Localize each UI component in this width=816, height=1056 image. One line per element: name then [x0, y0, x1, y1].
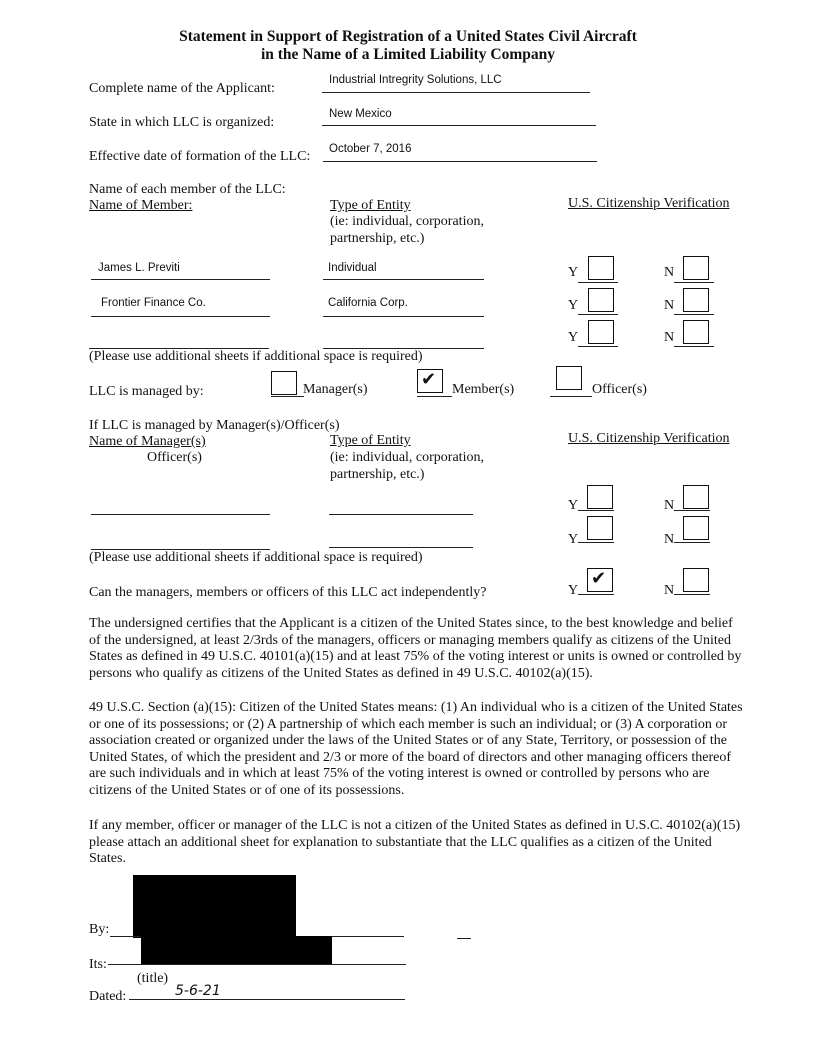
manager-1-name-line[interactable]: [91, 514, 270, 515]
officer-line: [550, 396, 592, 397]
manager-2-no-line: [674, 542, 710, 543]
member-1-name-line: [91, 279, 270, 280]
member-1-no-label: N: [664, 265, 675, 280]
manager-2-no-checkbox[interactable]: [683, 516, 709, 540]
manager-1-no-checkbox[interactable]: [683, 485, 709, 509]
form-title-line2: in the Name of a Limited Liability Company: [260, 46, 556, 63]
member-2-type[interactable]: California Corp.: [328, 297, 408, 309]
form-title-line1: Statement in Support of Registration of a United States Civil Aircraft: [179, 28, 637, 45]
member-2-no-label: N: [664, 298, 675, 313]
officer-checkbox[interactable]: [556, 366, 582, 390]
members-additional-note: (Please use additional sheets if additional space is required): [89, 349, 423, 364]
applicant-name-value[interactable]: Industrial Intregrity Solutions, LLC: [329, 74, 502, 86]
member-managed-check-icon: ✔: [421, 369, 437, 390]
member-3-no-checkbox[interactable]: [683, 320, 709, 344]
manager-2-yes-line: [578, 542, 614, 543]
member-2-yes-line: [578, 314, 618, 315]
member-option-label: Member(s): [452, 382, 515, 397]
member-3-yes-line: [578, 346, 618, 347]
dated-line: [129, 999, 405, 1000]
manager-type-header: Type of Entity: [330, 433, 411, 448]
member-1-name[interactable]: James L. Previti: [98, 262, 180, 274]
member-name-header: Name of Member:: [89, 198, 193, 213]
managers-intro: If LLC is managed by Manager(s)/Officer(s): [89, 418, 340, 433]
independent-yes-line: [578, 594, 614, 595]
formation-date-label: Effective date of formation of the LLC:: [89, 149, 311, 164]
member-2-name-line: [91, 316, 270, 317]
manager-line: [271, 396, 304, 397]
citizen-definition-paragraph: 49 U.S.C. Section (a)(15): Citizen of the United States means: (1) An individual who is a citizen of the United States or one of its possessions; or (2) A partnership of which each member is such an individual; or (3) A corporation or association created or organized under the laws of the United States or of any State, Territory, or possession of the United States, of which the president and 2/3 or more of the board of directors and other managing officers thereof are such individuals and in which at least 75% of the voting interest is owned or controlled by persons who are citizens of the United States or of one of its possessions.: [89, 700, 743, 798]
its-label: Its:: [89, 957, 107, 972]
member-managed-checkbox[interactable]: [417, 369, 443, 393]
applicant-name-label: Complete name of the Applicant:: [89, 81, 275, 96]
title-note: (title): [137, 971, 169, 986]
member-1-type[interactable]: Individual: [328, 262, 377, 274]
manager-1-yes-checkbox[interactable]: [587, 485, 613, 509]
member-3-yes-label: Y: [568, 330, 579, 345]
managed-by-label: LLC is managed by:: [89, 384, 204, 399]
independence-question: Can the managers, members or officers of this LLC act independently?: [89, 585, 487, 600]
member-2-no-checkbox[interactable]: [683, 288, 709, 312]
manager-1-yes-label: Y: [568, 498, 579, 513]
member-1-yes-line: [578, 282, 618, 283]
member-2-yes-checkbox[interactable]: [588, 288, 614, 312]
manager-2-yes-checkbox[interactable]: [587, 516, 613, 540]
stray-mark: [457, 938, 471, 939]
member-1-no-line: [674, 282, 714, 283]
member-2-yes-label: Y: [568, 298, 579, 313]
manager-2-no-label: N: [664, 532, 675, 547]
independent-yes-label: Y: [568, 583, 579, 598]
state-value[interactable]: New Mexico: [329, 108, 392, 120]
managers-additional-note: (Please use additional sheets if additional space is required): [89, 550, 423, 565]
member-1-yes-label: Y: [568, 265, 579, 280]
member-managed-line: [417, 396, 452, 397]
manager-option-label: Manager(s): [303, 382, 368, 397]
its-line[interactable]: [108, 964, 406, 965]
officer-option-label: Officer(s): [592, 382, 647, 397]
manager-1-yes-line: [578, 510, 614, 511]
redacted-signature: [133, 875, 296, 938]
member-1-yes-checkbox[interactable]: [588, 256, 614, 280]
member-3-yes-checkbox[interactable]: [588, 320, 614, 344]
certification-paragraph: The undersigned certifies that the Applicant is a citizen of the United States since, to the best knowledge and belief of the undersigned, at least 2/3rds of the managers, officers or managing members qualify as citizens of the United States as defined in 49 U.S.C. 40101(a)(15) and at least 75% of the voting interest or units is owned or controlled by persons who qualify as citizens of the United States as defined in 49 U.S.C. 40102(a)(15).: [89, 616, 742, 681]
members-intro: Name of each member of the LLC:: [89, 182, 286, 197]
manager-type-note2: partnership, etc.): [330, 467, 425, 482]
independent-no-label: N: [664, 583, 675, 598]
member-3-no-label: N: [664, 330, 675, 345]
state-line: [322, 125, 596, 126]
formation-date-line: [323, 161, 597, 162]
member-3-name-line[interactable]: [89, 348, 269, 349]
noncitizen-paragraph: If any member, officer or manager of the LLC is not a citizen of the United States as defined in U.S.C. 40102(a)(15) please attach an additional sheet for explanation to substantiate that the LLC qualifies as a citizen of the United States.: [89, 818, 741, 867]
member-1-type-line: [323, 279, 484, 280]
independent-yes-checkbox[interactable]: [587, 568, 613, 592]
member-type-note2: partnership, etc.): [330, 231, 425, 246]
member-1-no-checkbox[interactable]: [683, 256, 709, 280]
member-2-no-line: [674, 314, 714, 315]
independent-yes-check-icon: ✔: [591, 568, 607, 589]
member-3-no-line: [674, 346, 714, 347]
by-label: By:: [89, 922, 110, 937]
manager-2-type-line[interactable]: [329, 547, 473, 548]
manager-1-type-line[interactable]: [329, 514, 473, 515]
manager-2-yes-label: Y: [568, 532, 579, 547]
manager-1-no-line: [674, 510, 710, 511]
independent-no-checkbox[interactable]: [683, 568, 709, 592]
member-2-type-line: [323, 316, 484, 317]
manager-type-note1: (ie: individual, corporation,: [330, 450, 484, 465]
manager-1-no-label: N: [664, 498, 675, 513]
independent-no-line: [674, 594, 710, 595]
formation-date-value[interactable]: October 7, 2016: [329, 143, 412, 155]
applicant-name-line: [322, 92, 590, 93]
manager-citizenship-header: U.S. Citizenship Verification: [568, 431, 730, 446]
member-2-name[interactable]: Frontier Finance Co.: [101, 297, 206, 309]
member-citizenship-header: U.S. Citizenship Verification: [568, 196, 730, 211]
manager-name-header: Name of Manager(s): [89, 434, 206, 449]
member-type-note1: (ie: individual, corporation,: [330, 214, 484, 229]
manager-name-header-2: Officer(s): [147, 450, 202, 465]
state-label: State in which LLC is organized:: [89, 115, 275, 130]
manager-checkbox[interactable]: [271, 371, 297, 395]
redacted-title: [141, 936, 332, 964]
dated-value[interactable]: 5-6-21: [175, 983, 221, 999]
dated-label: Dated:: [89, 989, 127, 1004]
member-type-header: Type of Entity: [330, 198, 411, 213]
